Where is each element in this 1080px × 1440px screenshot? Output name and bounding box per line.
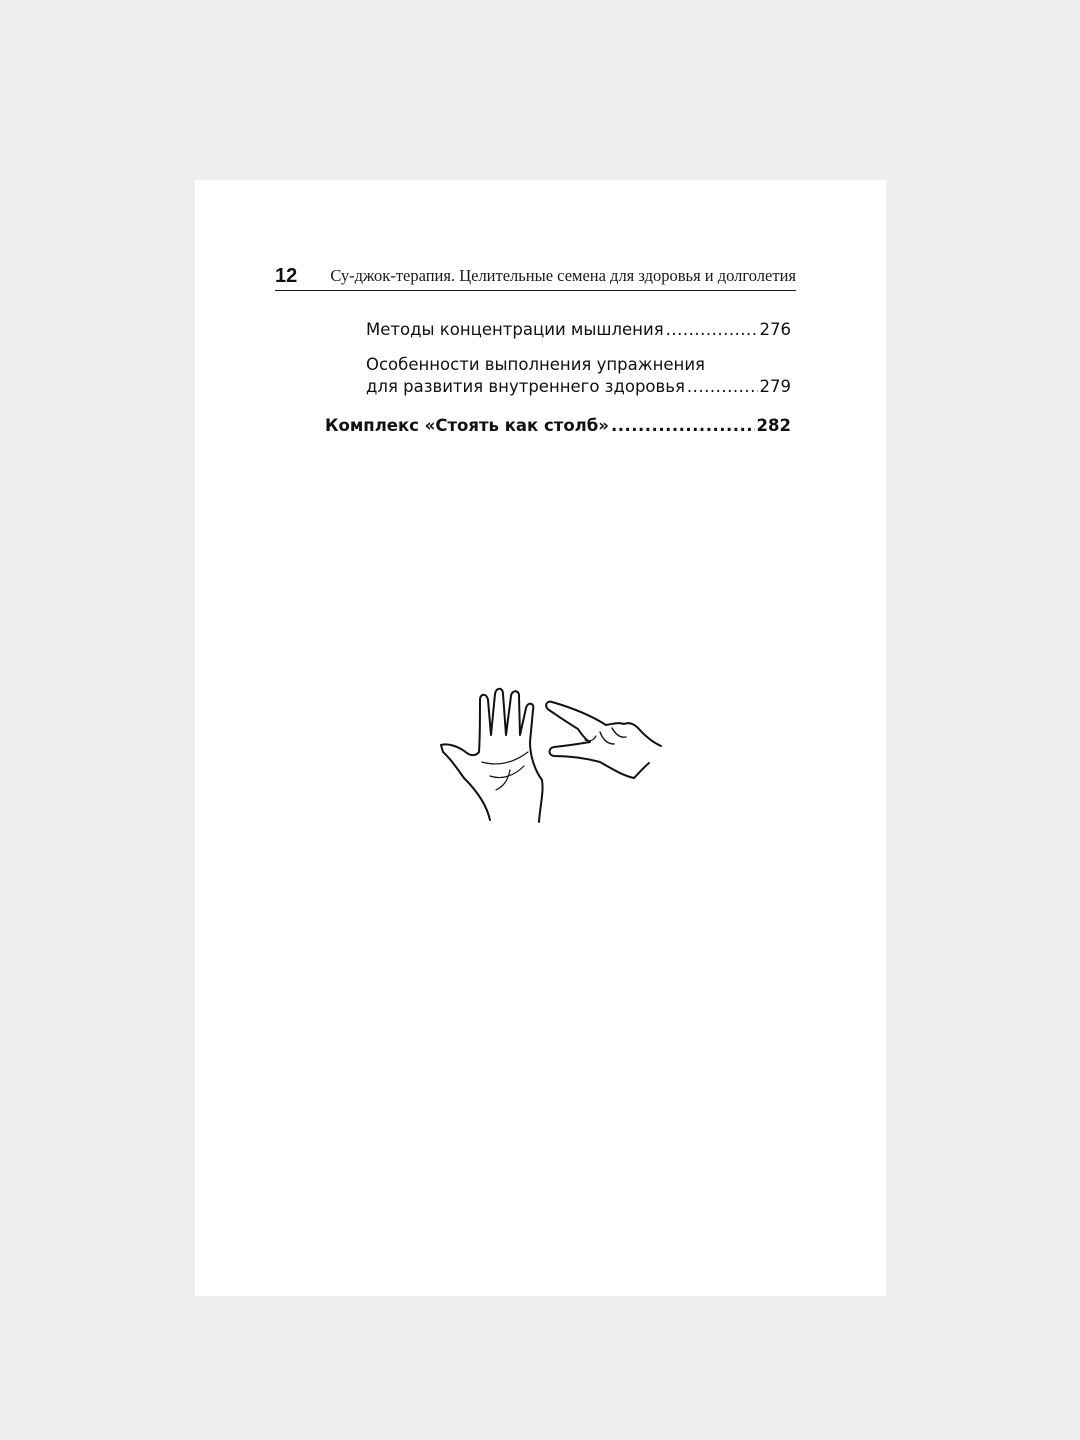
toc-leader-dots: [611, 416, 755, 435]
left-hand-outline: [441, 689, 543, 822]
toc-entry-page: 282: [756, 416, 791, 435]
toc-entry-title-line1: Особенности выполнения упражнения: [366, 355, 705, 374]
right-hand-outline: [546, 702, 661, 778]
palm-crease: [496, 770, 510, 790]
page-number: 12: [275, 265, 298, 287]
toc-entry: [366, 354, 791, 398]
palm-crease: [490, 766, 524, 778]
toc-entry: [325, 416, 791, 435]
toc-entry-title-line2: для развития внутреннего здоровья: [366, 377, 685, 396]
running-title: Су-джок-терапия. Целительные семена для здоровья и долголетия: [330, 266, 796, 285]
toc-entry-page: 276: [759, 320, 791, 339]
hands-touching-fingertip-illustration: [440, 680, 665, 825]
running-header: [275, 263, 796, 291]
palm-crease: [482, 752, 528, 764]
finger-detail: [612, 728, 626, 737]
toc-leader-dots: [687, 376, 758, 398]
toc-leader-dots: [666, 320, 758, 339]
toc-entry-title: Комплекс «Стоять как столб»: [325, 416, 609, 435]
toc-entry: [366, 320, 791, 339]
toc-entry-page: 279: [759, 377, 791, 396]
finger-detail: [600, 732, 614, 744]
toc-entry-title: Методы концентрации мышления: [366, 320, 664, 339]
book-page: [195, 180, 886, 1296]
